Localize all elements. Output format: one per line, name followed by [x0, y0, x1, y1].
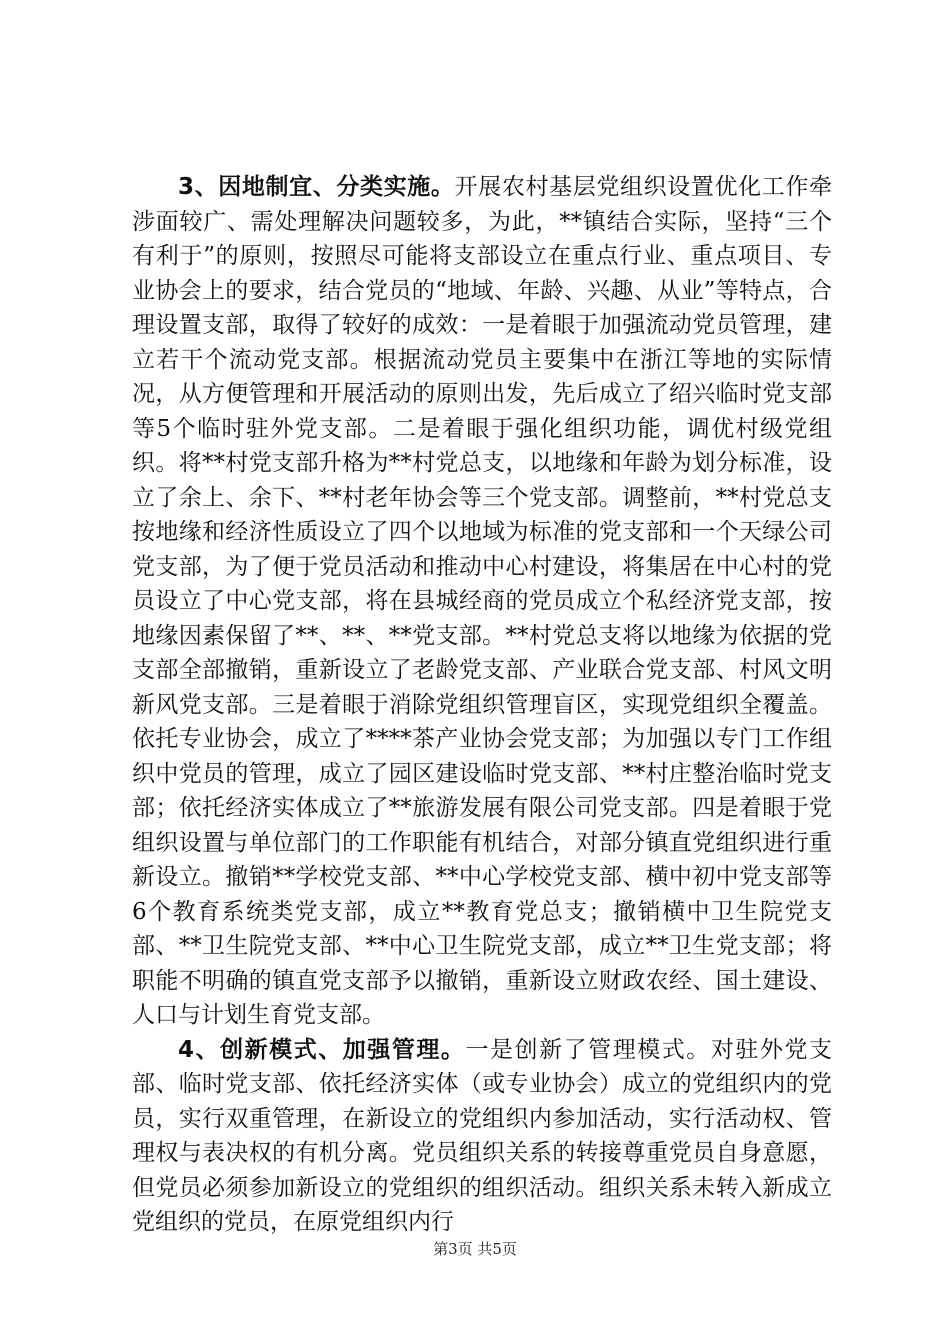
- document-body: [132, 170, 832, 1240]
- page-number-footer: 第3页 共5页: [433, 1240, 517, 1258]
- paragraph-text: 一是创新了管理模式。对驻外党支部、临时党支部、依托经济实体（或专业协会）成立的党组织内的党员，实行双重管理，在新设立的党组织内参加活动，实行活动权、管理权与表决权的有机分离。党员组织关系的转接尊重党员自身意愿，但党员必须参加新设立的党组织的组织活动。组织关系未转入新成立党组织的党员，在原党组织内行: [132, 1036, 832, 1235]
- paragraph-3: [132, 170, 832, 1033]
- paragraph-heading: 3、因地制宜、分类实施。: [178, 174, 455, 200]
- paragraph-4: [132, 1033, 832, 1240]
- paragraph-text: 开展农村基层党组织设置优化工作牵涉面较广、需处理解决问题较多，为此，**镇结合实际，坚持“三个有利于”的原则，按照尽可能将支部设立在重点行业、重点项目、专业协会上的要求，结合党员的“地域、年龄、兴趣、从业”等特点，合理设置支部，取得了较好的成效：一是着眼于加强流动党员管理，建立若干个流动党支部。根据流动党员主要集中在浙江等地的实际情况，从方便管理和开展活动的原则出发，先后成立了绍兴临时党支部等5个临时驻外党支部。二是着眼于强化组织功能，调优村级党组织。将**村党支部升格为**村党总支，以地缘和年龄为划分标准，设立了余上、余下、**村老年协会等三个党支部。调整前，**村党总支按地缘和经济性质设立了四个以地域为标准的党支部和一个天绿公司党支部，为了便于党员活动和推动中心村建设，将集居在中心村的党员设立了中心党支部，将在县城经商的党员成立个私经济党支部，按地缘因素保留了**、**、**党支部。**村党总支将以地缘为依据的党支部全部撤销，重新设立了老龄党支部、产业联合党支部、村风文明新风党支部。三是着眼于消除党组织管理盲区，实现党组织全覆盖。依托专业协会，成立了****茶产业协会党支部；为加强以专门工作组织中党员的管理，成立了园区建设临时党支部、**村庄整治临时党支部；依托经济实体成立了**旅游发展有限公司党支部。四是着眼于党组织设置与单位部门的工作职能有机结合，对部分镇直党组织进行重新设立。撤销**学校党支部、**中心学校党支部、横中初中党支部等6个教育系统类党支部，成立**教育党总支；撤销横中卫生院党支部、**卫生院党支部、**中心卫生院党支部，成立**卫生党支部；将职能不明确的镇直党支部予以撤销，重新设立财政农经、国土建设、人口与计划生育党支部。: [132, 174, 832, 1028]
- paragraph-heading: 4、创新模式、加强管理。: [178, 1036, 466, 1063]
